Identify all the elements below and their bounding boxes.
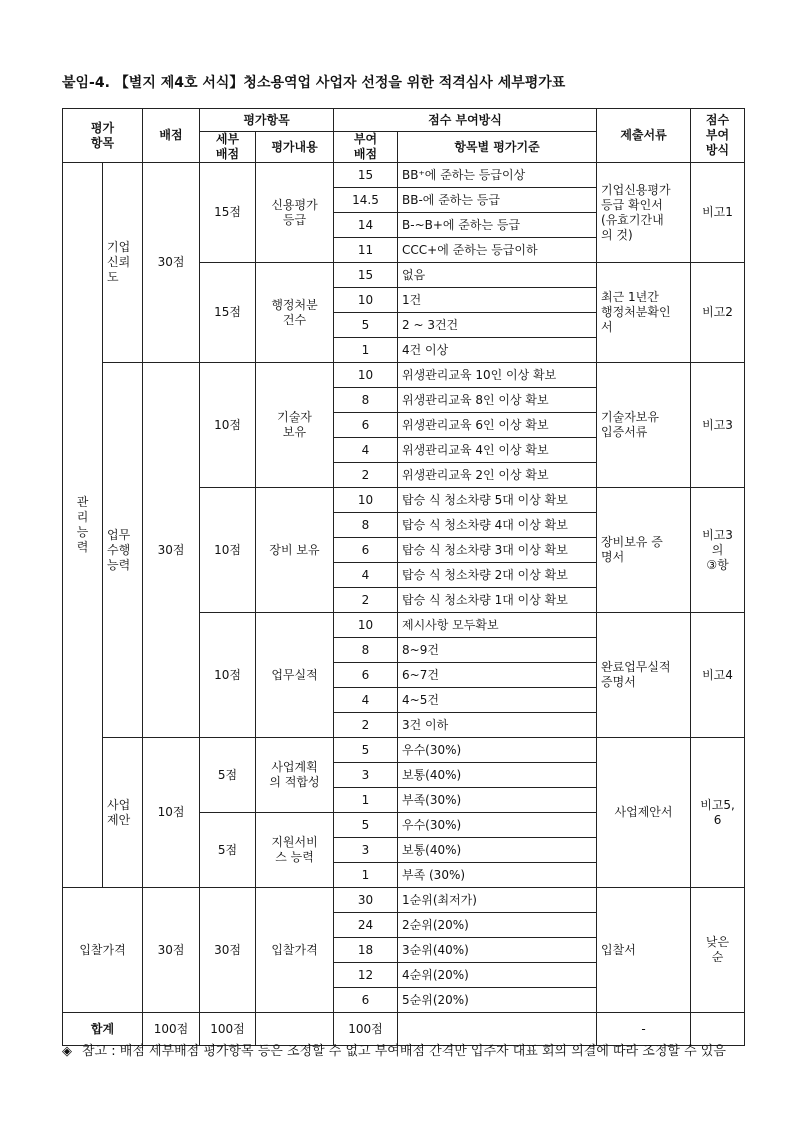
score-cell: 24 (334, 913, 398, 938)
header-detail-allot: 세부 배점 (200, 132, 256, 163)
score-cell: 4 (334, 563, 398, 588)
criteria-cell: 탑승 식 청소차량 1대 이상 확보 (398, 588, 597, 613)
criteria-cell: 1건 (398, 288, 597, 313)
score-cell: 1 (334, 788, 398, 813)
score-cell: 4 (334, 688, 398, 713)
criteria-cell: BB-에 준하는 등급 (398, 188, 597, 213)
total-row (63, 1013, 745, 1046)
score-cell: 6 (334, 413, 398, 438)
criteria-cell: 우수(30%) (398, 813, 597, 838)
criteria-cell: 위생관리교육 2인 이상 확보 (398, 463, 597, 488)
sub-allot: 15점 (200, 163, 256, 263)
criteria-cell: 제시사항 모두확보 (398, 613, 597, 638)
criteria-cell: 탑승 식 청소차량 2대 이상 확보 (398, 563, 597, 588)
criteria-cell: 부족 (30%) (398, 863, 597, 888)
sub-content: 지원서비 스 능력 (256, 813, 334, 888)
total-detail-allot: 100점 (200, 1013, 256, 1046)
score-cell: 6 (334, 988, 398, 1013)
doc-cell: 장비보유 증 명서 (597, 488, 691, 613)
score-cell: 5 (334, 813, 398, 838)
method-cell: 비고3 의 ③항 (691, 488, 745, 613)
score-cell: 15 (334, 263, 398, 288)
table-header (63, 109, 745, 163)
score-cell: 5 (334, 313, 398, 338)
header-eval-group: 평가항목 (200, 109, 334, 132)
method-cell: 비고3 (691, 363, 745, 488)
footnote (62, 1044, 744, 1059)
doc-cell: 기술자보유 입증서류 (597, 363, 691, 488)
total-empty (256, 1013, 334, 1046)
score-cell: 8 (334, 638, 398, 663)
score-cell: 8 (334, 513, 398, 538)
note-text: 참고 : 배점 세부배점 평가항목 등은 조정할 수 없고 부여배점 간격만 입주자 대표 회의 의결에 따라 조정할 수 있음 (82, 1044, 726, 1059)
header-score-method: 점수 부여방식 (334, 109, 597, 132)
score-cell: 10 (334, 363, 398, 388)
total-allot: 100점 (143, 1013, 200, 1046)
criteria-cell: 탑승 식 청소차량 4대 이상 확보 (398, 513, 597, 538)
criteria-cell: 4건 이상 (398, 338, 597, 363)
sub-content: 기술자 보유 (256, 363, 334, 488)
sub-allot: 10점 (200, 363, 256, 488)
criteria-cell: CCC+에 준하는 등급이하 (398, 238, 597, 263)
criteria-cell: 1순위(최저가) (398, 888, 597, 913)
group-name: 기업 신뢰 도 (103, 163, 143, 363)
criteria-cell: 보통(40%) (398, 763, 597, 788)
total-given: 100점 (334, 1013, 398, 1046)
criteria-cell: 없음 (398, 263, 597, 288)
sub-allot: 10점 (200, 613, 256, 738)
bid-name: 입찰가격 (63, 888, 143, 1013)
score-cell: 14.5 (334, 188, 398, 213)
score-cell: 2 (334, 713, 398, 738)
score-cell: 15 (334, 163, 398, 188)
header-eval-item: 평가 항목 (63, 109, 143, 163)
criteria-cell: BB⁺에 준하는 등급이상 (398, 163, 597, 188)
criteria-cell: 4순위(20%) (398, 963, 597, 988)
header-score-grant: 점수 부여 방식 (691, 109, 745, 163)
doc-cell: 입찰서 (597, 888, 691, 1013)
criteria-cell: 탑승 식 청소차량 3대 이상 확보 (398, 538, 597, 563)
score-cell: 6 (334, 663, 398, 688)
criteria-cell: 위생관리교육 10인 이상 확보 (398, 363, 597, 388)
method-cell: 낮은 순 (691, 888, 745, 1013)
method-cell: 비고2 (691, 263, 745, 363)
score-cell: 10 (334, 288, 398, 313)
criteria-cell: 2 ~ 3건건 (398, 313, 597, 338)
bid-detail-allot: 30점 (200, 888, 256, 1013)
total-empty (398, 1013, 597, 1046)
criteria-cell: 3순위(40%) (398, 938, 597, 963)
table-row (63, 163, 745, 188)
criteria-cell: B-~B+에 준하는 등급 (398, 213, 597, 238)
criteria-cell: 위생관리교육 8인 이상 확보 (398, 388, 597, 413)
score-cell: 5 (334, 738, 398, 763)
table-row (63, 738, 745, 763)
sub-content: 사업계획 의 적합성 (256, 738, 334, 813)
total-empty (691, 1013, 745, 1046)
score-cell: 2 (334, 463, 398, 488)
header-criteria: 항목별 평가기준 (398, 132, 597, 163)
criteria-cell: 3건 이하 (398, 713, 597, 738)
bid-content: 입찰가격 (256, 888, 334, 1013)
score-cell: 3 (334, 763, 398, 788)
sub-allot: 5점 (200, 738, 256, 813)
header-eval-content: 평가내용 (256, 132, 334, 163)
score-cell: 1 (334, 863, 398, 888)
sub-allot: 15점 (200, 263, 256, 363)
doc-cell: 사업제안서 (597, 738, 691, 888)
score-cell: 10 (334, 613, 398, 638)
table-row (63, 363, 745, 388)
method-cell: 비고5, 6 (691, 738, 745, 888)
criteria-cell: 2순위(20%) (398, 913, 597, 938)
total-label: 합계 (63, 1013, 143, 1046)
doc-cell: 기업신용평가 등급 확인서 (유효기간내 의 것) (597, 163, 691, 263)
score-cell: 1 (334, 338, 398, 363)
score-cell: 12 (334, 963, 398, 988)
group-allot: 30점 (143, 363, 200, 738)
sub-content: 장비 보유 (256, 488, 334, 613)
score-cell: 18 (334, 938, 398, 963)
doc-cell: 최근 1년간 행정처분확인 서 (597, 263, 691, 363)
table-row (63, 888, 745, 913)
score-cell: 14 (334, 213, 398, 238)
score-cell: 2 (334, 588, 398, 613)
score-cell: 4 (334, 438, 398, 463)
sub-allot: 10점 (200, 488, 256, 613)
criteria-cell: 보통(40%) (398, 838, 597, 863)
total-doc: - (597, 1013, 691, 1046)
header-docs: 제출서류 (597, 109, 691, 163)
criteria-cell: 탑승 식 청소차량 5대 이상 확보 (398, 488, 597, 513)
criteria-cell: 부족(30%) (398, 788, 597, 813)
criteria-cell: 4~5건 (398, 688, 597, 713)
group-allot: 10점 (143, 738, 200, 888)
sub-allot: 5점 (200, 813, 256, 888)
note-marker-icon: ◈ (62, 1044, 72, 1059)
criteria-cell: 위생관리교육 4인 이상 확보 (398, 438, 597, 463)
header-allot: 배점 (143, 109, 200, 163)
table-body (63, 163, 745, 1046)
criteria-cell: 우수(30%) (398, 738, 597, 763)
score-cell: 8 (334, 388, 398, 413)
doc-cell: 완료업무실적 증명서 (597, 613, 691, 738)
sub-content: 신용평가 등급 (256, 163, 334, 263)
evaluation-table (62, 108, 745, 1046)
header-given-allot: 부여 배점 (334, 132, 398, 163)
score-cell: 6 (334, 538, 398, 563)
method-cell: 비고1 (691, 163, 745, 263)
sub-content: 업무실적 (256, 613, 334, 738)
group-name: 업무 수행 능력 (103, 363, 143, 738)
group-name: 사업 제안 (103, 738, 143, 888)
criteria-cell: 6~7건 (398, 663, 597, 688)
score-cell: 3 (334, 838, 398, 863)
score-cell: 10 (334, 488, 398, 513)
category-main: 관 리 능 력 (63, 163, 103, 888)
criteria-cell: 8~9건 (398, 638, 597, 663)
group-allot: 30점 (143, 163, 200, 363)
score-cell: 30 (334, 888, 398, 913)
criteria-cell: 위생관리교육 6인 이상 확보 (398, 413, 597, 438)
criteria-cell: 5순위(20%) (398, 988, 597, 1013)
score-cell: 11 (334, 238, 398, 263)
sub-content: 행정처분 건수 (256, 263, 334, 363)
bid-allot: 30점 (143, 888, 200, 1013)
method-cell: 비고4 (691, 613, 745, 738)
document-title: 붙임-4. 【별지 제4호 서식】청소용역업 사업자 선정을 위한 적격심사 세부평가표 (62, 75, 566, 91)
